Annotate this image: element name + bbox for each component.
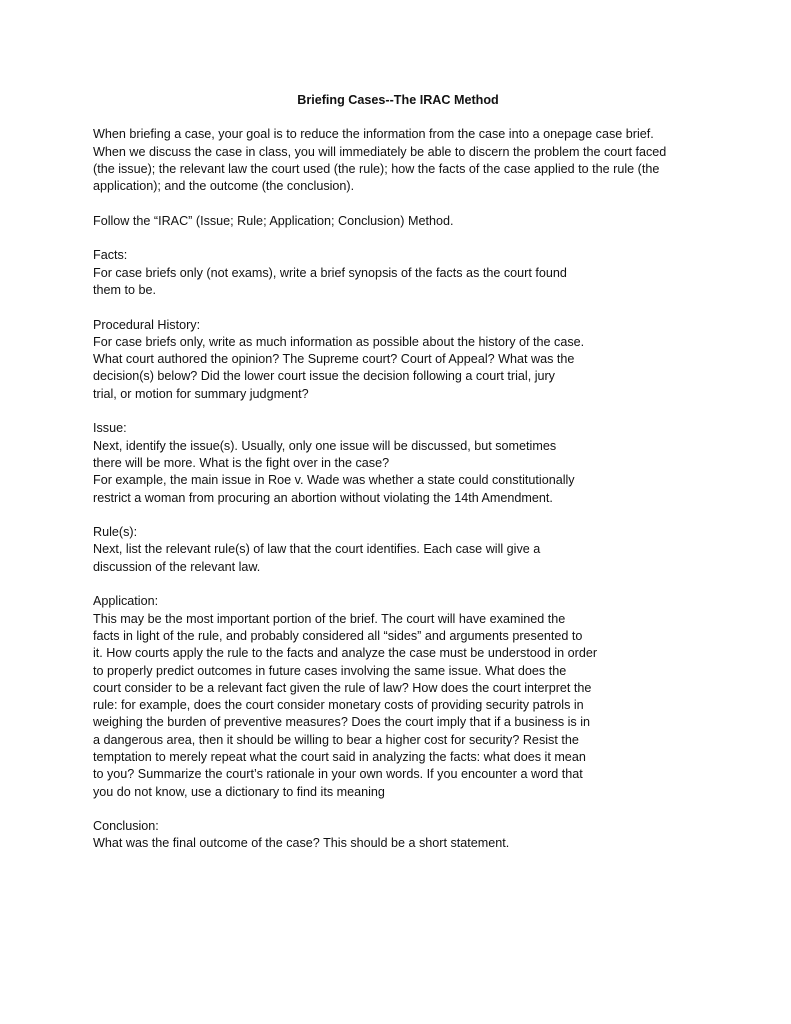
procedural-history-line: What court authored the opinion? The Supreme court? Court of Appeal? What was the xyxy=(93,352,575,367)
conclusion-section xyxy=(93,818,713,853)
application-line: a dangerous area, then it should be willing to bear a higher cost for security? Resist the xyxy=(93,732,579,747)
procedural-history-heading: Procedural History: xyxy=(93,317,201,332)
intro-line: When briefing a case, your goal is to reduce the information from the case into a onepage case brief. xyxy=(93,127,654,142)
conclusion-heading: Conclusion: xyxy=(93,819,159,834)
application-line: court consider to be a relevant fact given the rule of law? How does the court interpret the xyxy=(93,680,592,695)
procedural-history-line: trial, or motion for summary judgment? xyxy=(93,386,309,401)
facts-line: them to be. xyxy=(93,282,157,297)
application-line: you do not know, use a dictionary to find its meaning xyxy=(93,784,385,799)
application-line: to properly predict outcomes in future cases involving the same issue. What does the xyxy=(93,663,567,678)
document-page xyxy=(93,92,713,870)
rules-line: discussion of the relevant law. xyxy=(93,559,261,574)
application-line: weighing the burden of preventive measures? Does the court imply that if a business is in xyxy=(93,715,591,730)
application-line: temptation to merely repeat what the court said in analyzing the facts: what does it mean xyxy=(93,749,586,764)
application-section xyxy=(93,593,713,801)
intro-line: application); and the outcome (the conclusion). xyxy=(93,179,355,194)
facts-heading: Facts: xyxy=(93,248,128,263)
procedural-history-line: decision(s) below? Did the lower court issue the decision following a court trial, jury xyxy=(93,369,555,384)
document-title: Briefing Cases--The IRAC Method xyxy=(297,93,499,107)
rules-heading: Rule(s): xyxy=(93,525,138,540)
rules-section xyxy=(93,524,713,576)
intro-line: When we discuss the case in class, you will immediately be able to discern the problem the court faced xyxy=(93,144,667,159)
procedural-history-line: For case briefs only, write as much information as possible about the history of the case. xyxy=(93,334,585,349)
intro-line: (the issue); the relevant law the court used (the rule); how the facts of the case applied to the rule (the xyxy=(93,161,660,176)
facts-line: For case briefs only (not exams), write a brief synopsis of the facts as the court found xyxy=(93,265,567,280)
application-line: to you? Summarize the court’s rationale in your own words. If you encounter a word that xyxy=(93,767,583,782)
rules-line: Next, list the relevant rule(s) of law that the court identifies. Each case will give a xyxy=(93,542,541,557)
application-line: This may be the most important portion of the brief. The court will have examined the xyxy=(93,611,566,626)
issue-line: For example, the main issue in Roe v. Wade was whether a state could constitutionally xyxy=(93,473,575,488)
issue-line: Next, identify the issue(s). Usually, only one issue will be discussed, but sometimes xyxy=(93,438,557,453)
issue-line: restrict a woman from procuring an abortion without violating the 14th Amendment. xyxy=(93,490,553,505)
issue-heading: Issue: xyxy=(93,421,127,436)
method-paragraph xyxy=(93,213,713,230)
intro-paragraph xyxy=(93,126,713,195)
issue-line: there will be more. What is the fight over in the case? xyxy=(93,455,390,470)
application-line: rule: for example, does the court consider monetary costs of providing security patrols in xyxy=(93,698,584,713)
procedural-history-section xyxy=(93,317,713,403)
application-line: it. How courts apply the rule to the facts and analyze the case must be understood in order xyxy=(93,646,598,661)
issue-section xyxy=(93,420,713,506)
facts-section xyxy=(93,247,713,299)
method-line: Follow the “IRAC” (Issue; Rule; Application; Conclusion) Method. xyxy=(93,213,454,228)
application-heading: Application: xyxy=(93,594,159,609)
conclusion-line: What was the final outcome of the case? This should be a short statement. xyxy=(93,836,510,851)
application-line: facts in light of the rule, and probably considered all “sides” and arguments presented to xyxy=(93,628,583,643)
